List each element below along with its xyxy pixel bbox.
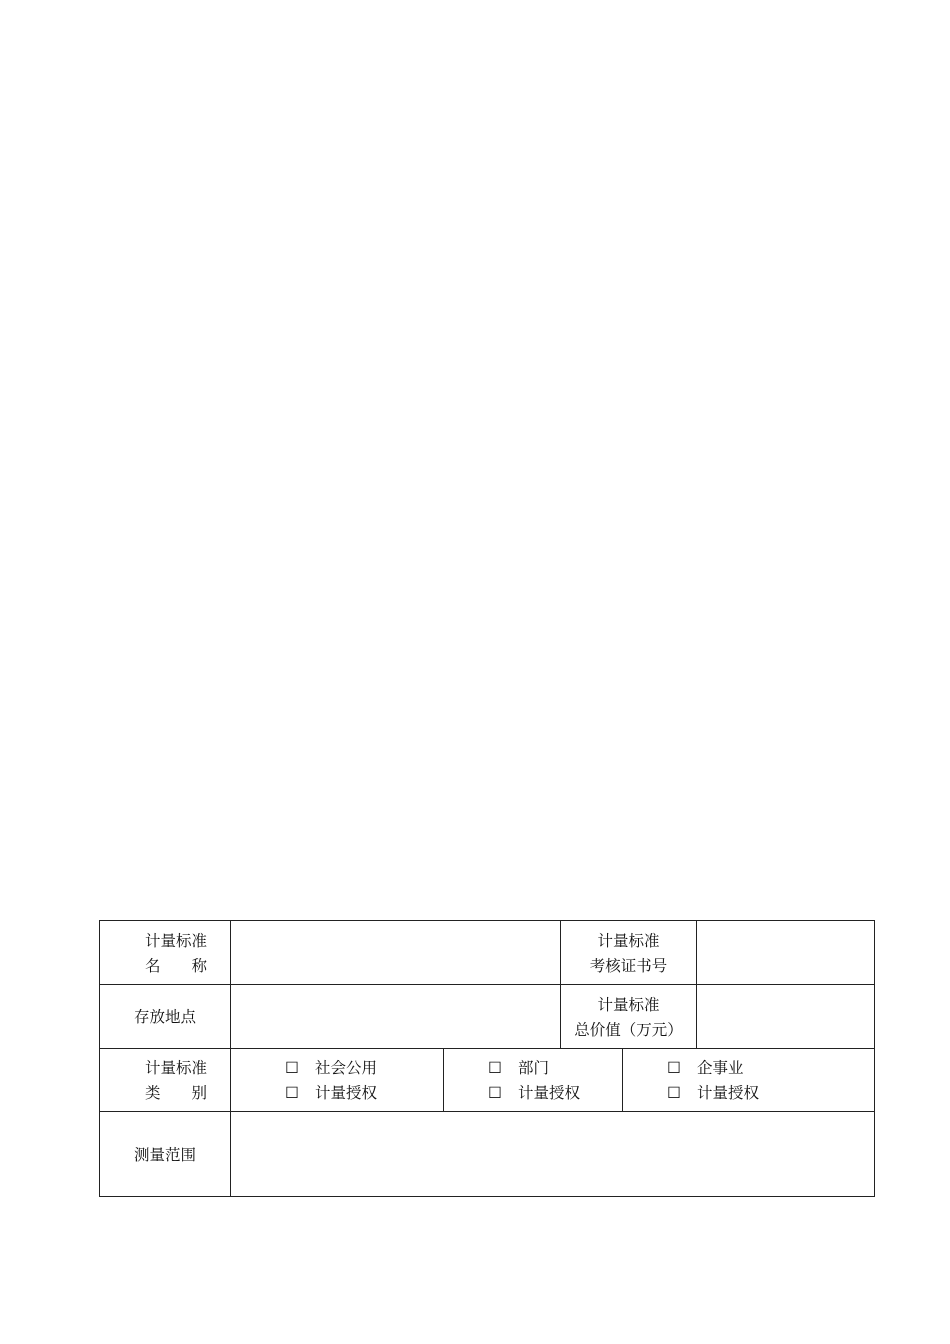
standard-name-field[interactable] <box>231 921 560 984</box>
checkbox-department-authorized[interactable] <box>488 1081 580 1106</box>
checkbox-icon[interactable]: ☐ <box>488 1084 502 1102</box>
metrology-standard-form <box>99 920 875 1197</box>
measurement-range-field[interactable] <box>231 1112 875 1197</box>
measurement-range-label: 测量范围 <box>133 1146 196 1164</box>
option-label: 计量授权 <box>697 1084 760 1102</box>
storage-location-field[interactable] <box>231 985 560 1048</box>
total-value-label-line2: 总价值（万元） <box>574 1021 683 1039</box>
col-divider <box>622 1048 623 1111</box>
checkbox-icon[interactable]: ☐ <box>285 1084 299 1102</box>
category-option-enterprise <box>667 1056 759 1106</box>
certificate-number-label <box>561 929 696 979</box>
checkbox-icon[interactable]: ☐ <box>285 1059 299 1077</box>
checkbox-icon[interactable]: ☐ <box>488 1059 502 1077</box>
total-value-label-line1: 计量标准 <box>597 996 660 1014</box>
checkbox-enterprise-authorized[interactable] <box>667 1081 759 1106</box>
checkbox-icon[interactable]: ☐ <box>667 1059 681 1077</box>
total-value-label <box>561 993 696 1043</box>
category-option-social-public <box>285 1056 377 1106</box>
option-label: 部门 <box>518 1059 550 1077</box>
standard-name-label-line1: 计量标准 <box>144 932 207 950</box>
option-label: 社会公用 <box>315 1059 378 1077</box>
standard-category-label-line1: 计量标准 <box>144 1059 207 1077</box>
row-divider <box>100 1048 874 1049</box>
option-label: 计量授权 <box>518 1084 581 1102</box>
checkbox-icon[interactable]: ☐ <box>667 1084 681 1102</box>
standard-name-label <box>100 929 207 979</box>
certificate-number-label-line2: 考核证书号 <box>589 957 668 975</box>
total-value-field[interactable] <box>697 985 875 1048</box>
category-option-department <box>488 1056 580 1106</box>
certificate-number-label-line1: 计量标准 <box>597 932 660 950</box>
storage-location-label: 存放地点 <box>133 1008 196 1026</box>
checkbox-department[interactable] <box>488 1056 580 1081</box>
option-label: 企事业 <box>697 1059 744 1077</box>
certificate-number-field[interactable] <box>697 921 875 984</box>
col-divider <box>443 1048 444 1111</box>
checkbox-social-public[interactable] <box>285 1056 377 1081</box>
option-label: 计量授权 <box>315 1084 378 1102</box>
checkbox-enterprise[interactable] <box>667 1056 759 1081</box>
standard-category-label-line2: 类 别 <box>144 1084 207 1102</box>
standard-category-label <box>100 1056 207 1106</box>
checkbox-social-public-authorized[interactable] <box>285 1081 377 1106</box>
standard-name-label-line2: 名 称 <box>144 957 207 975</box>
